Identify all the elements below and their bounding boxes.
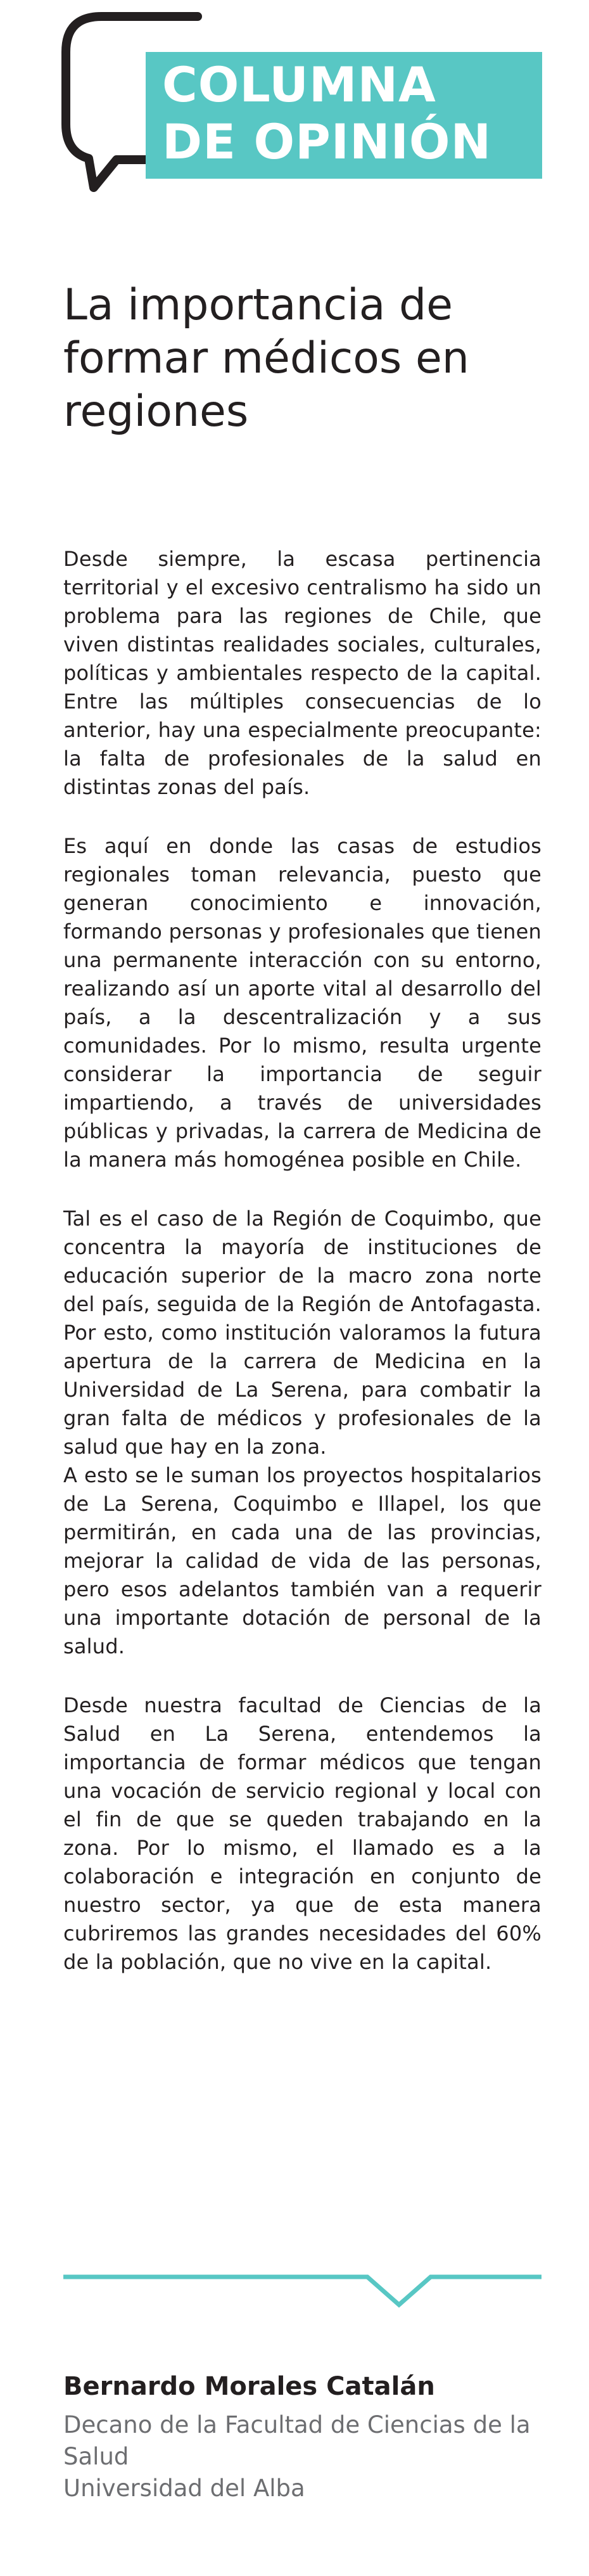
paragraph-gap xyxy=(63,1661,542,1691)
author-role: Decano de la Facultad de Ciencias de la Salud xyxy=(63,2411,531,2470)
section-label-line1: COLUMNA xyxy=(162,56,436,113)
article-paragraph: Es aquí en donde las casas de estudios regionales toman relevancia, puesto que generan conocimiento e innovación, formando personas y profesionales que tienen una permanente interacción con su entorno, realizando así un aporte vital al desarrollo del país, a la descentralización y a sus comunidades. Por lo mismo, resulta urgente considerar la importancia de seguir impartiendo, a través de universidades públicas y privadas, la carrera de Medicina de la manera más homogénea posible en Chile. xyxy=(63,834,542,1172)
article-title: La importancia de formar médicos en regiones xyxy=(63,280,469,437)
paragraph-gap xyxy=(63,1174,542,1205)
author-name: Bernardo Morales Catalán xyxy=(63,2372,435,2401)
article-paragraph: Desde nuestra facultad de Ciencias de la Salud en La Serena, entendemos la importancia de formar médicos que tengan una vocación de servicio regional y local con el fin de que se queden trabajando en la zona. Por lo mismo, el llamado es a la colaboración e integración en conjunto de nuestro sector, ya que de esta manera cubriremos las grandes necesidades del 60% de la población, que no vive en la capital. xyxy=(63,1693,542,1974)
article-paragraph: Tal es el caso de la Región de Coquimbo, que concentra la mayoría de instituciones de educación superior de la macro zona norte del país, seguida de la Región de Antofagasta. Por esto, como institución valoramos la futura apertura de la carrera de Medicina en la Universidad de La Serena, para combatir la gran falta de médicos y profesionales de la salud que hay en la zona. xyxy=(63,1207,542,1459)
article-body xyxy=(63,545,542,1977)
author-block xyxy=(63,2370,545,2504)
divider-chevron xyxy=(0,2272,589,2310)
article-paragraph: Desde siempre, la escasa pertinencia territorial y el excesivo centralismo ha sido un problema para las regiones de Chile, que viven distintas realidades sociales, culturales, políticas y ambientales respecto de la capital. Entre las múltiples consecuencias de lo anterior, hay una especialmente preocupante: la falta de profesionales de la salud en distintas zonas del país. xyxy=(63,547,542,799)
paragraph-gap xyxy=(63,802,542,832)
header xyxy=(0,0,589,196)
section-label-line2: DE OPINIÓN xyxy=(162,113,492,170)
article-paragraph: A esto se le suman los proyectos hospitalarios de La Serena, Coquimbo e Illapel, los que permitirán, en cada una de las provincias, mejorar la calidad de vida de las personas, pero esos adelantos también van a requerir una importante dotación de personal de la salud. xyxy=(63,1463,542,1658)
author-institution: Universidad del Alba xyxy=(63,2475,305,2502)
section-banner xyxy=(146,52,542,179)
